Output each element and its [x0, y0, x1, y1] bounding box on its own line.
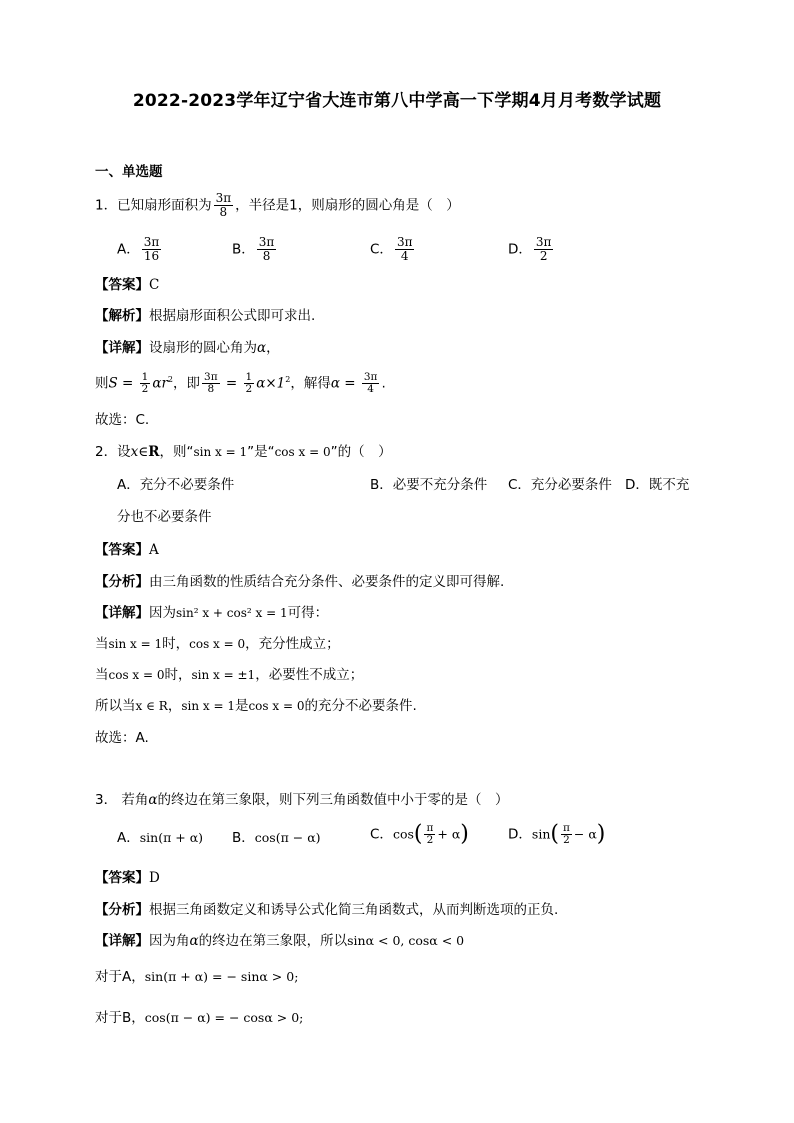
fraction-denominator: 2	[426, 834, 434, 846]
math-expression: sin x = 1	[108, 637, 163, 651]
detail-text-tail: ，	[266, 340, 280, 356]
fenxi-tag: 【分析】	[95, 902, 149, 918]
q2-answer	[95, 540, 159, 560]
detail-text: ，解得	[290, 375, 331, 392]
q1-stem-tail: ，半径是1，则扇形的圆心角是（ ）	[235, 197, 460, 214]
fenxi-text: 由三角函数的性质结合充分条件、必要条件的定义即可得解.	[149, 574, 505, 590]
alpha-symbol: α	[189, 933, 199, 949]
fenxi-text: 根据三角函数定义和诱导公式化简三角函数式，从而判断选项的正负.	[149, 902, 559, 918]
left-paren: (	[550, 821, 559, 847]
detail-text: 当	[95, 636, 109, 652]
math-expression: sinα < 0, cosα < 0	[347, 933, 465, 948]
detail-text: 当	[95, 667, 109, 683]
detail-tag: 【详解】	[95, 605, 149, 621]
q1-option-a[interactable]	[117, 236, 163, 263]
detail-text: ，	[167, 698, 182, 714]
fraction-numerator: 3π	[396, 235, 413, 249]
right-paren: )	[460, 821, 469, 847]
analysis-tag: 【解析】	[95, 308, 149, 324]
q1-analysis	[95, 306, 315, 326]
math-expression: α×1	[256, 375, 286, 392]
result-fraction	[362, 372, 380, 395]
fraction-numerator: π	[426, 822, 434, 834]
math-operator: ∈	[138, 444, 149, 460]
fraction-denominator: 4	[400, 249, 409, 263]
math-symbol: S	[108, 375, 118, 392]
q2-option-d-continued[interactable]: 分也不必要条件	[117, 509, 212, 525]
math-expression: sin² x + cos² x = 1	[176, 606, 288, 620]
math-expression: cos x = 0	[108, 668, 165, 682]
detail-text: 是	[234, 698, 249, 714]
half-fraction	[140, 372, 151, 395]
answer-value: D	[149, 870, 160, 886]
answer-tag: 【答案】	[95, 870, 149, 886]
superscript: 2	[285, 375, 291, 384]
option-label: C．	[370, 241, 393, 258]
q2-stem-text: ”的（ ）	[330, 444, 392, 460]
option-function: sin	[531, 826, 551, 842]
fraction-denominator: 4	[367, 383, 374, 395]
half-fraction	[244, 372, 255, 395]
fraction-numerator: 3π	[143, 235, 160, 249]
answer-tag: 【答案】	[95, 277, 149, 293]
option-label: C．	[370, 826, 393, 843]
q3-stem-text: 3． 若角	[95, 792, 149, 808]
fraction-numerator: π	[562, 822, 570, 834]
alpha-symbol: α	[148, 792, 158, 808]
math-expression: cos x = 0	[189, 637, 246, 651]
fraction-numerator: 3π	[258, 235, 275, 249]
q2-conclusion: 故选：A.	[95, 730, 149, 746]
detail-text-tail: 可得：	[287, 605, 329, 621]
fraction-denominator: 2	[563, 834, 570, 846]
fraction-numerator: 3π	[215, 191, 232, 205]
option-label: D．	[508, 241, 532, 258]
q1-option-b[interactable]	[232, 236, 278, 263]
left-paren: (	[413, 821, 423, 847]
q2-option-d[interactable]: D．既不充	[625, 477, 690, 493]
math-operator: =	[117, 375, 138, 392]
q3-stem	[95, 790, 509, 810]
option-fraction	[395, 236, 415, 263]
option-expression: cos(π − α)	[254, 830, 321, 845]
fraction-numerator: 3π	[535, 235, 552, 249]
option-expression: sin(π + α)	[139, 830, 204, 845]
math-expression: cos(π − α) = − cosα > 0;	[144, 1010, 304, 1025]
option-label: B．	[232, 830, 255, 846]
fraction-numerator: 3π	[204, 371, 218, 383]
math-symbol: x	[130, 444, 139, 460]
fraction-denominator: 2	[245, 383, 253, 395]
q3-fenxi	[95, 900, 558, 920]
q3-option-c[interactable]	[370, 823, 469, 846]
q2-stem-text: 2．设	[95, 444, 131, 460]
fenxi-tag: 【分析】	[95, 574, 149, 590]
section-heading: 一、单选题	[95, 164, 163, 180]
fraction-denominator: 8	[262, 249, 271, 263]
math-expression: sin(π + α) = − sinα > 0;	[144, 969, 299, 984]
option-label: A．	[117, 830, 140, 846]
detail-tag: 【详解】	[95, 933, 149, 949]
detail-text-tail: 的充分不必要条件.	[304, 698, 417, 714]
q3-answer	[95, 868, 160, 888]
option-label: B．	[232, 241, 255, 258]
option-expression: + α	[437, 826, 461, 842]
q1-stem	[95, 192, 460, 219]
q2-option-c[interactable]: C．充分必要条件	[508, 477, 612, 493]
fraction-denominator: 8	[207, 383, 215, 395]
q3-for-b	[95, 1008, 303, 1028]
answer-value: C	[149, 277, 160, 293]
math-expression: sin x = 1	[181, 699, 235, 713]
q1-stem-text: 1．已知扇形面积为	[95, 197, 212, 214]
q1-answer	[95, 275, 159, 295]
q3-option-d[interactable]	[508, 823, 605, 846]
area-fraction	[202, 372, 220, 395]
detail-text: 则	[95, 375, 109, 392]
detail-text: 因为角	[149, 933, 190, 949]
superscript: 2	[167, 375, 174, 384]
fraction-denominator: 16	[143, 249, 160, 263]
q3-for-a	[95, 967, 298, 987]
math-expression: cos x = 0	[248, 699, 305, 713]
q3-stem-tail: 的终边在第三象限，则下列三角函数值中小于零的是（ ）	[157, 792, 509, 808]
q2-detail-line2	[95, 634, 340, 654]
fraction-denominator: 2	[539, 249, 548, 263]
math-expression: sin x = ±1	[191, 668, 256, 682]
q2-stem-text: ，则“	[159, 444, 194, 460]
answer-value: A	[149, 542, 159, 558]
q2-stem	[95, 442, 392, 462]
q1-detail-line1	[95, 338, 280, 358]
detail-text: 时，	[164, 667, 192, 683]
math-expression: sin x = 1	[193, 445, 248, 459]
fraction-numerator: 1	[245, 371, 253, 383]
option-fraction	[142, 236, 162, 263]
option-fraction	[257, 236, 277, 263]
detail-text-tail: ，必要性不成立；	[255, 667, 364, 683]
q1-detail-line2	[95, 370, 386, 395]
q1-option-c[interactable]	[370, 236, 416, 263]
detail-text: 对于B，	[95, 1010, 145, 1026]
q2-fenxi	[95, 572, 504, 592]
detail-text-tail: .	[381, 375, 386, 392]
fraction-numerator: 1	[141, 371, 149, 383]
detail-text: 对于A，	[95, 969, 145, 985]
math-operator: =	[221, 375, 242, 392]
q3-option-b[interactable]	[232, 828, 321, 848]
detail-text: 因为	[149, 605, 176, 621]
math-expression: x ∈ R	[135, 699, 168, 713]
math-expression: αr	[152, 375, 168, 392]
option-function: cos	[392, 826, 414, 842]
fraction-numerator: 3π	[363, 371, 378, 383]
q2-stem-text: ”是“	[247, 444, 275, 460]
q2-detail-line3	[95, 665, 363, 685]
answer-tag: 【答案】	[95, 542, 149, 558]
pi-half-fraction	[561, 823, 572, 846]
q3-detail-line1	[95, 931, 464, 951]
option-fraction	[534, 236, 554, 263]
q3-option-a[interactable]	[117, 828, 203, 848]
right-paren: )	[596, 821, 606, 847]
q2-detail-line4	[95, 696, 417, 716]
q1-option-d[interactable]	[508, 236, 555, 263]
math-symbol: R	[148, 444, 160, 460]
detail-tag: 【详解】	[95, 340, 149, 356]
detail-text: 所以当	[95, 698, 136, 714]
math-expression: α =	[330, 375, 360, 392]
pi-half-fraction	[424, 823, 435, 846]
option-label: D．	[508, 826, 532, 843]
q2-detail-line1	[95, 603, 328, 623]
option-expression: − α	[573, 826, 597, 842]
math-expression: cos x = 0	[274, 445, 331, 459]
detail-text: 设扇形的圆心角为	[149, 340, 257, 356]
fraction-denominator: 2	[141, 383, 149, 395]
detail-text-tail: ，充分性成立；	[245, 636, 340, 652]
analysis-text: 根据扇形面积公式即可求出.	[149, 308, 316, 324]
q2-option-a[interactable]: A．充分不必要条件	[117, 477, 235, 493]
q1-stem-fraction	[214, 192, 234, 219]
fraction-denominator: 8	[219, 205, 228, 219]
detail-text: 的终边在第三象限，所以	[198, 933, 348, 949]
option-label: A．	[117, 241, 140, 258]
q2-option-b[interactable]: B．必要不充分条件	[370, 477, 488, 493]
alpha-symbol: α	[257, 340, 267, 356]
detail-text: ，即	[173, 375, 201, 392]
page-title: 2022-2023学年辽宁省大连市第八中学高一下学期4月月考数学试题	[132, 91, 662, 111]
q1-conclusion: 故选：C.	[95, 412, 150, 428]
detail-text: 时，	[162, 636, 190, 652]
